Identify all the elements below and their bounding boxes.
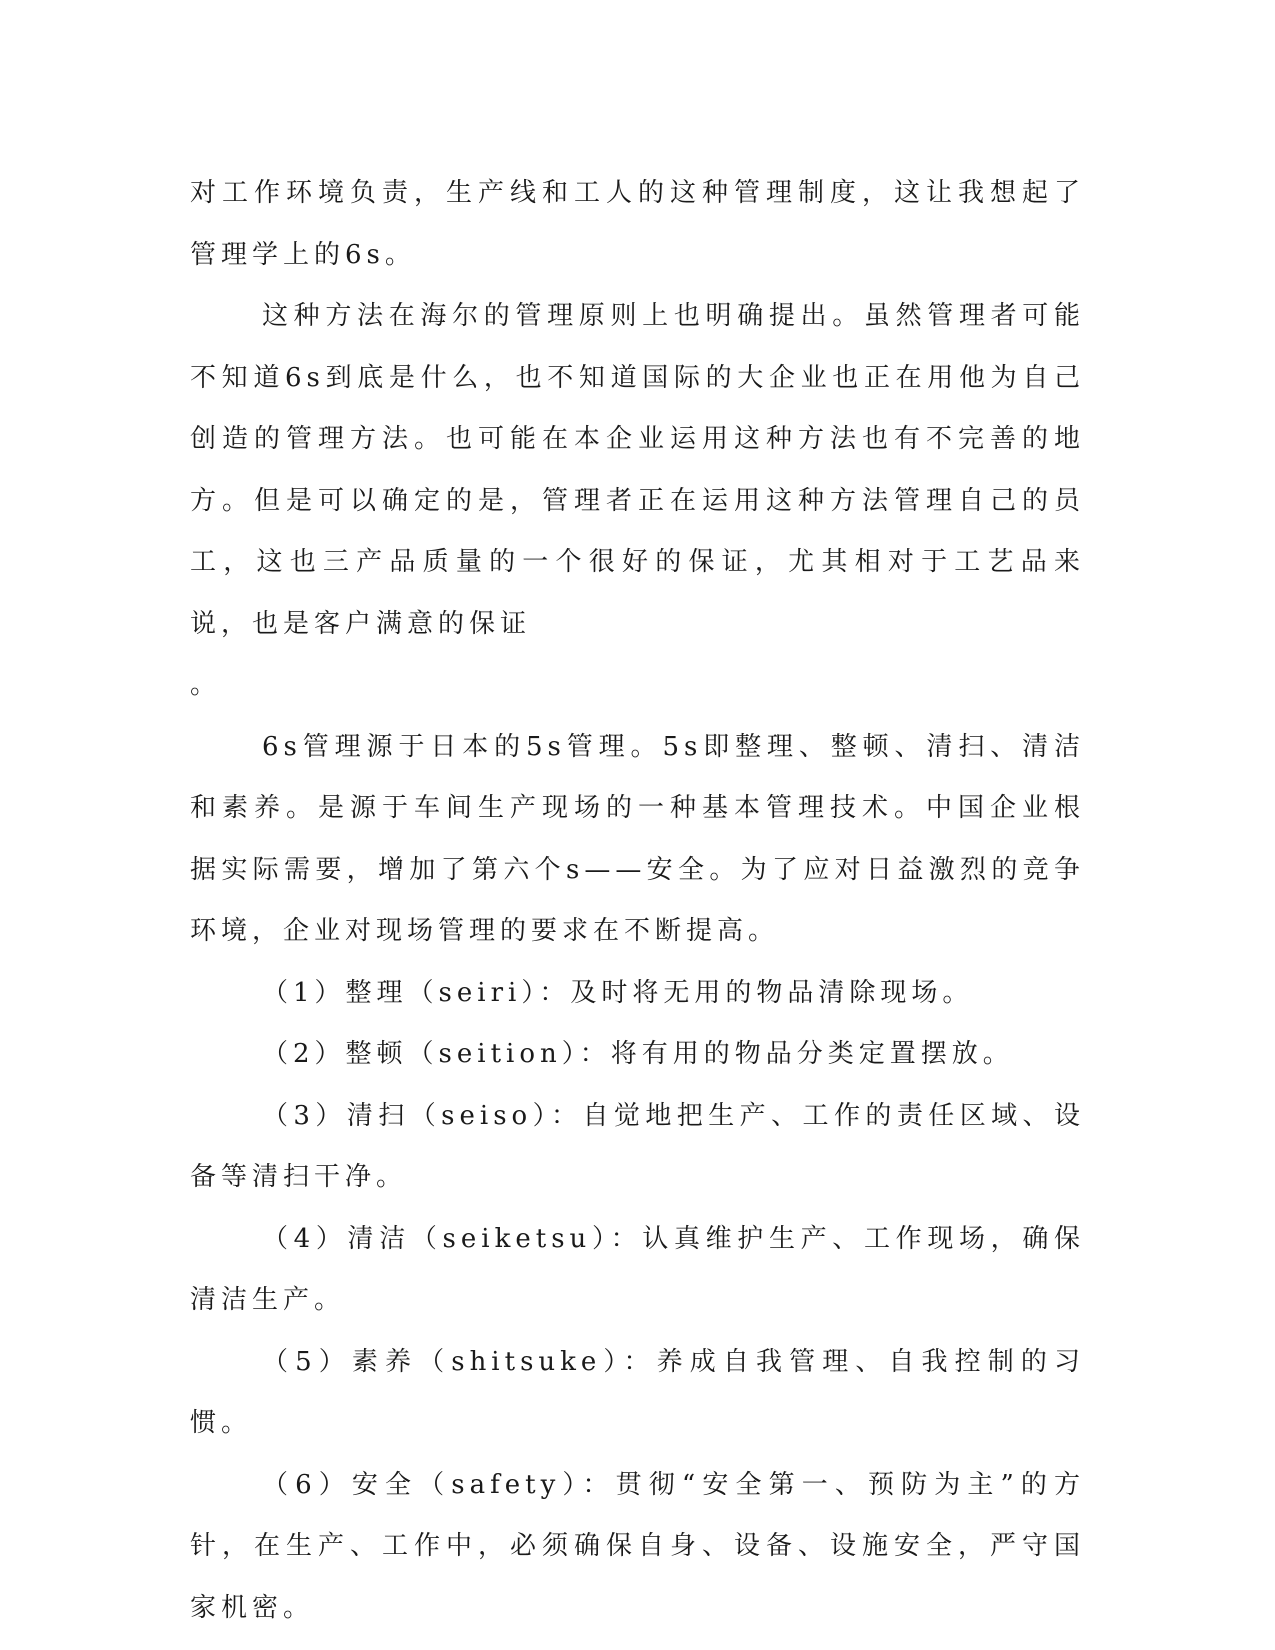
list-item-text: （6）安全（safety）：贯彻“安全第一、预防为主”的方针，在生产、工作中，必须确保自身、设备、设施安全，严守国家机密。	[190, 1469, 1085, 1623]
list-item-seiso	[190, 1086, 1085, 1209]
list-item-shitsuke	[190, 1332, 1085, 1455]
paragraph-6s-origin	[190, 717, 1085, 963]
list-item-text: （5）素养（shitsuke）：养成自我管理、自我控制的习惯。	[190, 1346, 1085, 1438]
paragraph-6s-intro	[190, 163, 1085, 286]
list-item-text: （1）整理（seiri）：及时将无用的物品清除现场。	[262, 977, 974, 1008]
paragraph-text: 这种方法在海尔的管理原则上也明确提出。虽然管理者可能不知道6s到底是什么，也不知道国际的大企业也正在用他为自己创造的管理方法。也可能在本企业运用这种方法也有不完善的地方。但是可以确定的是，管理者正在运用这种方法管理自己的员工，这也三产品质量的一个很好的保证，尤其相对于工艺品来说，也是客户满意的保证	[190, 301, 1085, 639]
list-item-seiri	[190, 963, 1085, 1025]
paragraph-haier-method	[190, 286, 1085, 717]
list-item-text: （4）清洁（seiketsu）：认真维护生产、工作现场，确保清洁生产。	[190, 1223, 1085, 1315]
list-item-seiketsu	[190, 1209, 1085, 1332]
list-item-seition	[190, 1024, 1085, 1086]
document-body	[190, 163, 1085, 1639]
list-item-safety	[190, 1455, 1085, 1640]
paragraph-text: 对工作环境负责，生产线和工人的这种管理制度，这让我想起了管理学上的6s。	[190, 178, 1085, 270]
paragraph-text: 6s管理源于日本的5s管理。5s即整理、整顿、清扫、清洁和素养。是源于车间生产现场的一种基本管理技术。中国企业根据实际需要，增加了第六个s——安全。为了应对日益激烈的竞争环境，企业对现场管理的要求在不断提高。	[190, 731, 1085, 946]
paragraph-tail-punctuation: 。	[190, 670, 222, 700]
list-item-text: （3）清扫（seiso）：自觉地把生产、工作的责任区域、设备等清扫干净。	[190, 1100, 1085, 1192]
list-item-text: （2）整顿（seition）：将有用的物品分类定置摆放。	[262, 1039, 1014, 1069]
